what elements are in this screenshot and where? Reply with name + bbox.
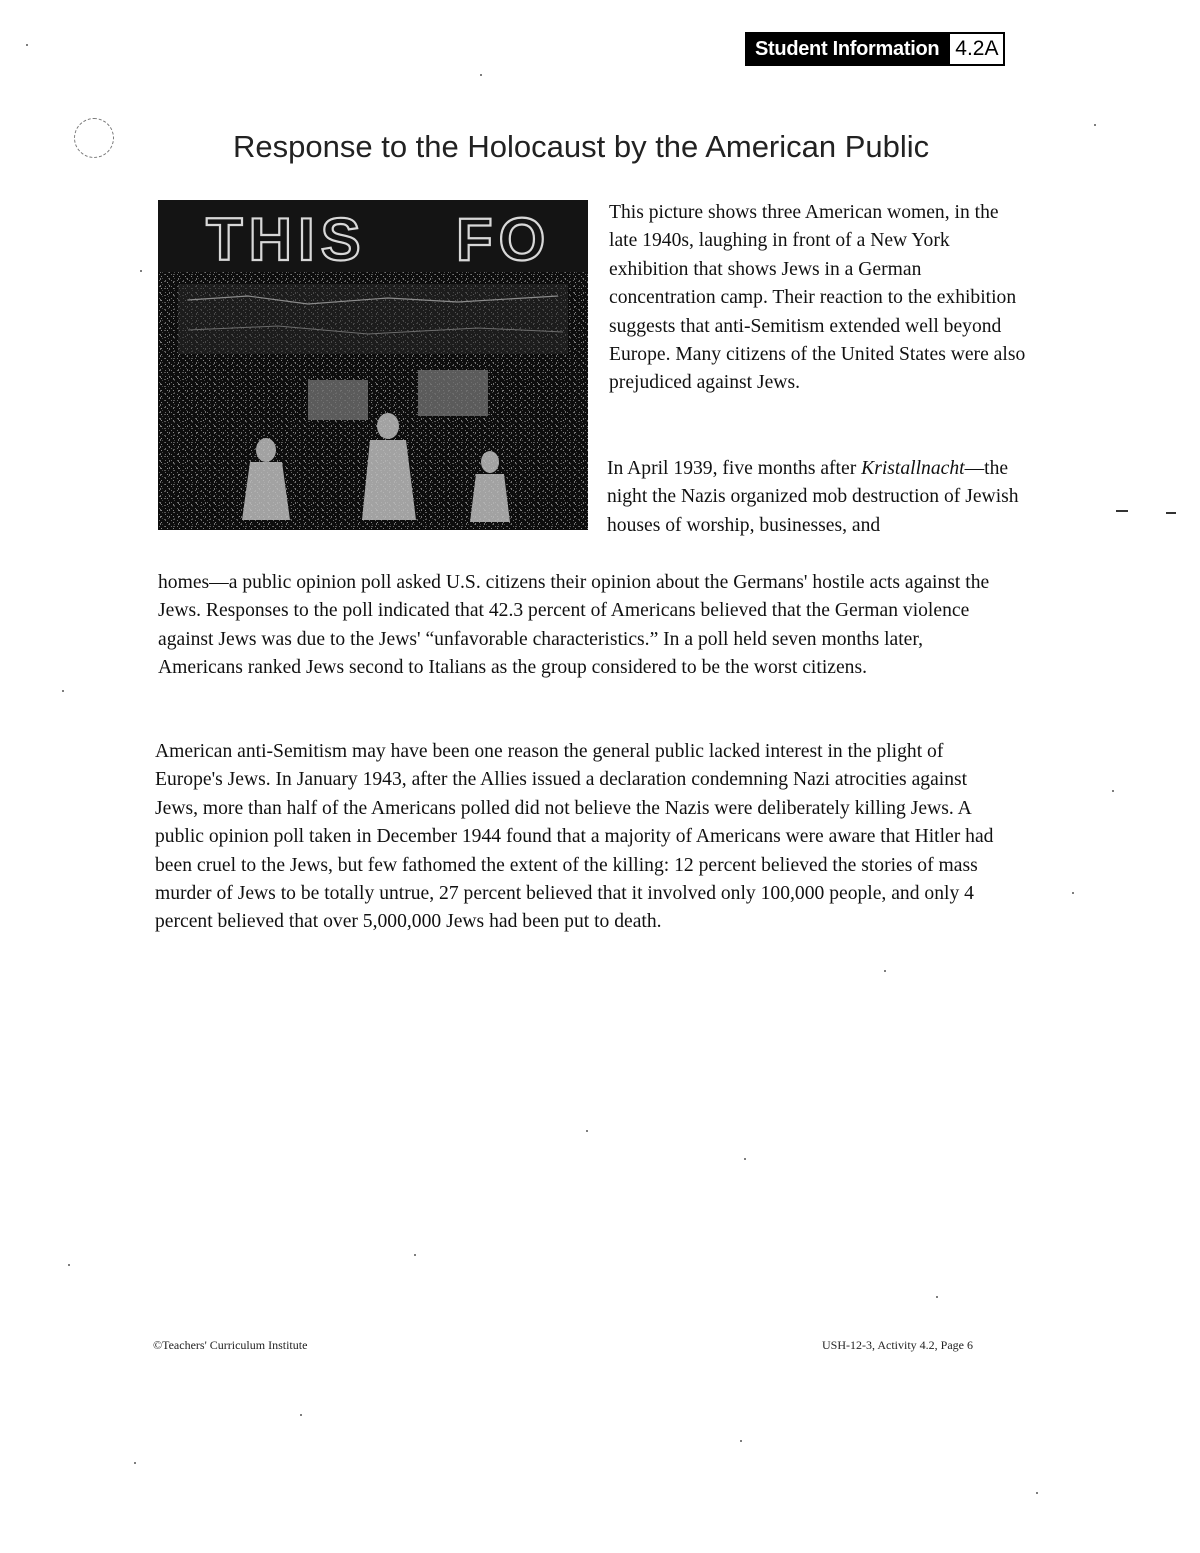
scan-speck: [744, 1158, 746, 1160]
scan-speck: [1072, 892, 1074, 894]
poll-continuation-text: —the night the Nazis organized mob destruction of Jewish houses of worship, businesses, and: [607, 458, 1019, 536]
copyright-footer: ©Teachers' Curriculum Institute: [153, 1338, 308, 1352]
scan-speck: [300, 1414, 302, 1416]
sign-text-left: THIS: [206, 206, 367, 273]
scan-speck: [740, 1440, 742, 1442]
exhibition-photo: [158, 200, 588, 530]
poll-paragraph-intro: [607, 455, 1027, 540]
poll-paragraph-rest: homes—a public opinion poll asked U.S. citizens their opinion about the Germans' hostile acts against the Jews. Responses to the poll indicated that 42.3 percent of Americans believed that the German violence against Jews was due to the Jews' “unfavorable characteristics.” In a poll held seven months later, Americans ranked Jews second to Italians as the group considered to be the worst citizens.: [158, 572, 990, 679]
scan-speck: [62, 690, 64, 692]
scan-speck: [134, 1462, 136, 1464]
scan-speck: [884, 970, 886, 972]
scan-speck: [140, 270, 142, 272]
scan-mark: [1166, 512, 1176, 514]
punch-hole-mark: [74, 118, 114, 158]
page-title: Response to the Holocaust by the American Public: [233, 129, 930, 164]
scan-speck: [1036, 1492, 1038, 1494]
poll-intro-text: In April 1939, five months after: [607, 458, 857, 479]
scan-speck: [414, 1254, 416, 1256]
photo-caption-paragraph: This picture shows three American women, in the late 1940s, laughing in front of a New York exhibition that shows Jews in a German concentration camp. Their reaction to the exhibition suggests that anti-Semitism extended well beyond Europe. Many citizens of the United States were also prejudiced against Jews.: [609, 202, 1026, 394]
page-reference-footer: USH-12-3, Activity 4.2, Page 6: [822, 1338, 973, 1352]
exhibition-photo-graphic: [158, 200, 588, 530]
scan-speck: [1112, 790, 1114, 792]
scan-speck: [26, 44, 28, 46]
scan-speck: [936, 1296, 938, 1298]
badge-label: Student Information: [747, 34, 948, 64]
sign-text-right: FO: [456, 206, 552, 273]
scan-mark: [1116, 510, 1128, 512]
scan-speck: [1094, 124, 1096, 126]
scan-speck: [480, 74, 482, 76]
public-interest-paragraph: American anti-Semitism may have been one reason the general public lacked interest in the plight of Europe's Jews. In January 1943, after the Allies issued a declaration condemning Nazi atrocities against Jews, more than half of the Americans polled did not believe the Nazis were deliberately killing Jews. A public opinion poll taken in December 1944 found that a majority of Americans were aware that Hitler had been cruel to the Jews, but few fathomed the extent of the killing: 12 percent believed the stories of mass murder of Jews to be totally untrue, 27 percent believed that it involved only 100,000 people, and only 4 percent believed that over 5,000,000 Jews had been put to death.: [155, 741, 994, 933]
badge-number: 4.2A: [948, 34, 1003, 64]
scan-speck: [586, 1130, 588, 1132]
scan-speck: [68, 1264, 70, 1266]
kristallnacht-term: Kristallnacht: [861, 458, 965, 479]
student-information-badge: [745, 32, 1005, 66]
